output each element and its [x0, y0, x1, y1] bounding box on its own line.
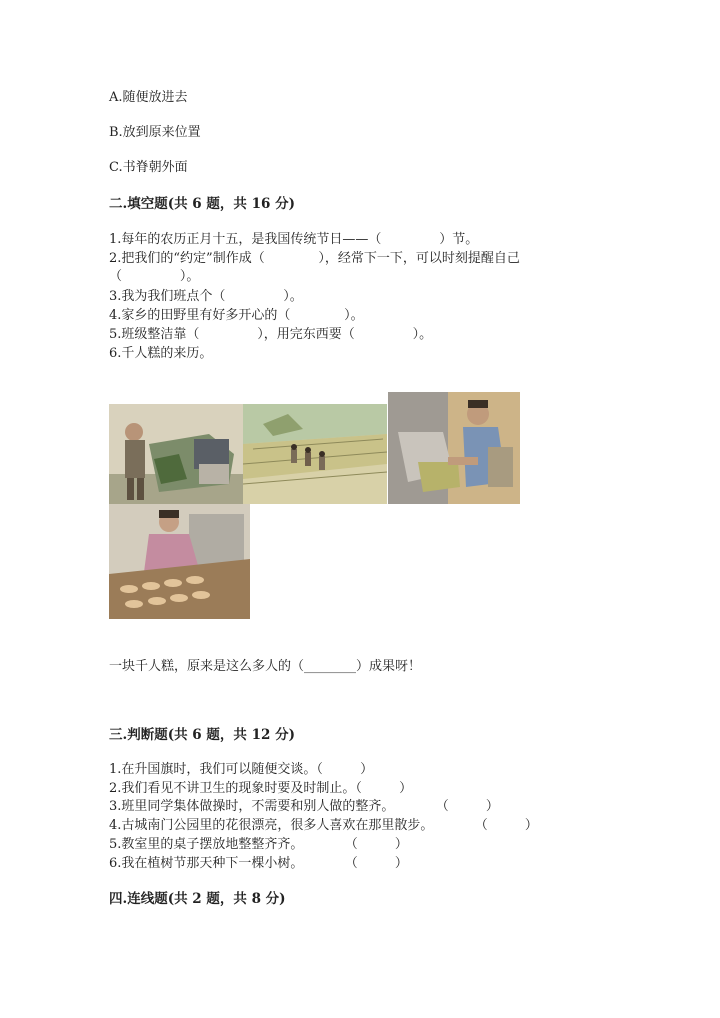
woman-making-cakes-picture [109, 504, 250, 619]
cake-caption: 一块千人糕，原来是这么多人的（________）成果呀！ [109, 659, 422, 674]
judge-question-6: 6.我在植树节那天种下一棵小树。 （ ） [109, 856, 408, 871]
judge-question-1: 1.在升国旗时，我们可以随便交谈。（ ） [109, 762, 374, 777]
rice-mill-worker-picture [388, 392, 520, 504]
harvester-farmer-picture [109, 404, 243, 504]
option-c: C.书脊朝外面 [109, 160, 188, 175]
fill-question-6: 6.千人糕的来历。 [109, 346, 213, 361]
fill-question-4: 4.家乡的田野里有好多开心的（ ）。 [109, 308, 364, 323]
thousand-people-cake-illustrations [109, 392, 529, 622]
judge-question-4: 4.古城南门公园里的花很漂亮，很多人喜欢在那里散步。 （ ） [109, 818, 538, 833]
option-b: B.放到原来位置 [109, 125, 201, 140]
section-3-title: 三.判断题(共 6 题，共 12 分) [109, 727, 295, 743]
section-2-title: 二.填空题(共 6 题，共 16 分) [109, 196, 295, 212]
fill-question-1: 1.每年的农历正月十五，是我国传统节日——（ ）节。 [109, 232, 479, 247]
fill-question-3: 3.我为我们班点个（ ）。 [109, 289, 303, 304]
fill-question-5: 5.班级整洁靠（ ），用完东西要（ ）。 [109, 327, 433, 342]
judge-question-2: 2.我们看见不讲卫生的现象时要及时制止。（ ） [109, 781, 413, 796]
fill-question-2-cont: （ ）。 [109, 269, 200, 284]
rice-field-workers-picture [243, 404, 387, 504]
section-4-title: 四.连线题(共 2 题，共 8 分) [109, 891, 286, 907]
judge-question-3: 3.班里同学集体做操时，不需要和别人做的整齐。 （ ） [109, 799, 499, 814]
judge-question-5: 5.教室里的桌子摆放地整整齐齐。 （ ） [109, 837, 408, 852]
option-a: A.随便放进去 [109, 90, 188, 105]
fill-question-2: 2.把我们的“约定”制作成（ ），经常下一下，可以时刻提醒自己 [109, 251, 520, 266]
